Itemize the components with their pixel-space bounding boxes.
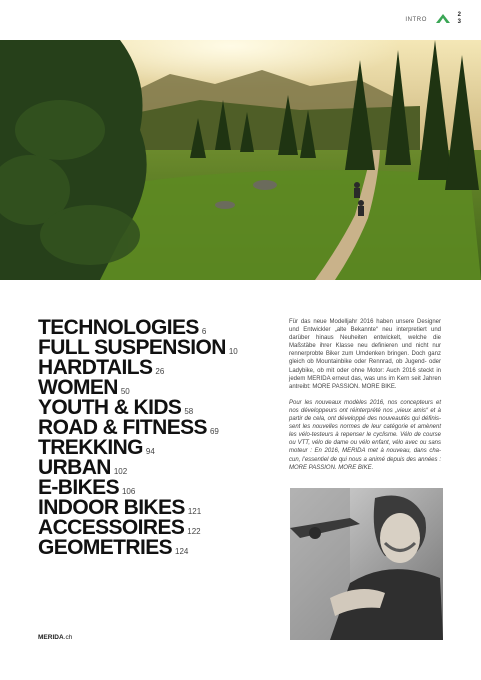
toc-item[interactable] <box>38 378 238 398</box>
toc-title: E-BIKES <box>38 476 119 499</box>
toc-title: ROAD & FITNESS <box>38 416 207 439</box>
toc-item[interactable] <box>38 438 238 458</box>
toc-page: 6 <box>201 327 207 336</box>
intro-text <box>289 318 441 480</box>
toc-page: 10 <box>228 347 238 356</box>
footer-domain: .ch <box>63 634 73 641</box>
toc-item[interactable] <box>38 358 238 378</box>
toc-title: GEOMETRIES <box>38 536 173 559</box>
toc-item[interactable] <box>38 338 238 358</box>
footer-brand[interactable] <box>38 634 72 641</box>
toc-title: TREKKING <box>38 436 143 459</box>
toc-item[interactable] <box>38 538 238 558</box>
toc-title: ACCESSOIRES <box>38 516 185 539</box>
table-of-contents <box>38 318 238 558</box>
toc-page: 121 <box>187 507 202 516</box>
footer-brand-name: MERIDA <box>38 634 64 641</box>
toc-page: 106 <box>121 487 136 496</box>
toc-page: 58 <box>184 407 194 416</box>
toc-title: URBAN <box>38 456 111 479</box>
toc-item[interactable] <box>38 398 238 418</box>
toc-item[interactable] <box>38 518 238 538</box>
page-numbers <box>458 12 461 26</box>
merida-logo-icon <box>435 13 451 25</box>
toc-page: 26 <box>155 367 165 376</box>
toc-page: 94 <box>145 447 155 456</box>
intro-paragraph-de: Für das neue Modelljahr 2016 haben unsere Designer und Entwickler „alte Bekannte“ neu interpretiert und darüber hinaus Neuheiten entwickelt, welche die Maßstäbe ihrer Klasse neu definieren und nicht nur rennerprobte Biker zum Umdenken bringen. Doch ganz gleich ob Mountainbike oder Rennrad, ob Jugend- oder Ladybike, ob mit oder ohne Motor: Auch 2016 steckt in jedem MERIDA erneut das, was uns im Kern seit Jahren antreibt: MORE PASSION. MORE BIKE. <box>289 319 441 390</box>
toc-item[interactable] <box>38 478 238 498</box>
hero-photo <box>0 40 481 280</box>
toc-title: FULL SUSPENSION <box>38 336 226 359</box>
toc-item[interactable] <box>38 418 238 438</box>
page-number-left: 2 <box>457 12 461 18</box>
intro-paragraph-fr: Pour les nouveaux modèles 2016, nos concepteurs et nos développeurs ont réinterprété nos „vieux amis“ et à partir de cela, ont développé des nouveautés qui définis-sent les nouvelles normes de leur catégorie et amènent les vélo-testeurs à repenser le cyclisme. Vélo de course ou VTT, vélo de dame ou vélo enfant, vélo avec ou sans moteur : En 2016, MERIDA met à nouveau, dans cha-cun, l’essentiel de qui nous a animé depuis des années : MORE PASSION. MORE BIKE. <box>289 399 441 471</box>
smiling-cyclist-photo-icon <box>290 488 443 640</box>
toc-page: 124 <box>175 547 189 556</box>
toc-page: 69 <box>209 427 219 436</box>
toc-page: 50 <box>120 387 130 396</box>
toc-title: WOMEN <box>38 376 118 399</box>
toc-title: INDOOR BIKES <box>38 496 185 519</box>
toc-page: 122 <box>187 527 201 536</box>
toc-title: TECHNOLOGIES <box>38 316 199 339</box>
toc-item[interactable] <box>38 458 238 478</box>
toc-title: HARDTAILS <box>38 356 153 379</box>
page-number-right: 3 <box>457 19 461 25</box>
toc-item[interactable] <box>38 498 238 518</box>
toc-title: YOUTH & KIDS <box>38 396 182 419</box>
portrait-photo <box>290 488 443 640</box>
toc-page: 102 <box>113 467 128 476</box>
forest-trail-photo-icon <box>0 40 481 280</box>
section-label: INTRO <box>405 17 427 23</box>
toc-item[interactable] <box>38 318 238 338</box>
